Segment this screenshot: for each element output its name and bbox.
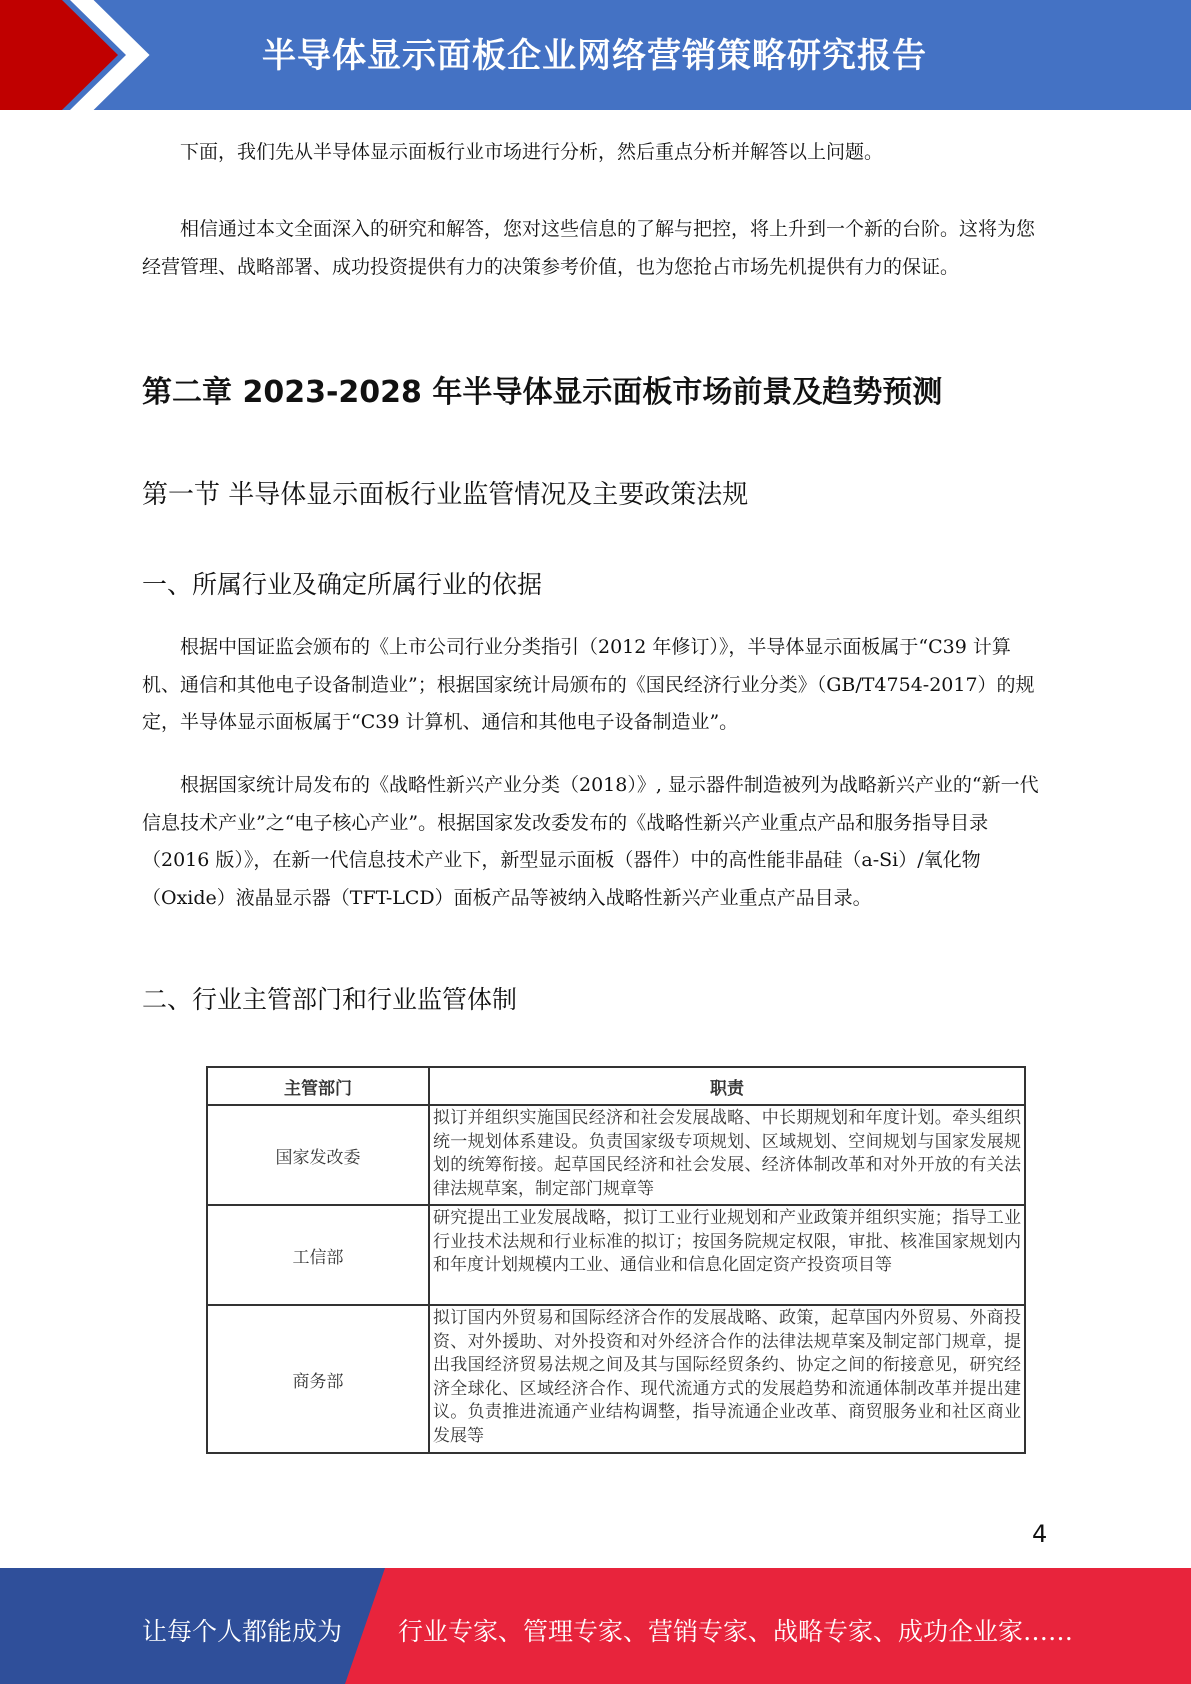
- industry-classification-paragraph: 根据中国证监会颁布的《上市公司行业分类指引（2012 年修订）》，半导体显示面板属于“C39 计算机、通信和其他电子设备制造业”；根据国家统计局颁布的《国民经济行业分类》（GB/T4754-2017）的规定，半导体显示面板属于“C39 计算机、通信和其他电子设备制造业”。: [142, 636, 1035, 733]
- chapter-heading: 第二章 2023-2028 年半导体显示面板市场前景及趋势预测: [142, 375, 943, 410]
- report-title: 半导体显示面板企业网络营销策略研究报告: [262, 36, 927, 76]
- regulatory-departments-table: [206, 1066, 1026, 1454]
- value-paragraph: 相信通过本文全面深入的研究和解答，您对这些信息的了解与把控，将上升到一个新的台阶。这将为您经营管理、战略部署、成功投资提供有力的决策参考价值，也为您抢占市场先机提供有力的保证。: [142, 218, 1036, 278]
- table-header-row: [207, 1067, 1025, 1105]
- table-row: [207, 1305, 1025, 1453]
- footer-slogan-left: 让每个人都能成为: [142, 1617, 343, 1646]
- strategic-industry-paragraph: 根据国家统计局发布的《战略性新兴产业分类（2018）》, 显示器件制造被列为战略新兴产业的“新一代信息技术产业”之“电子核心产业”。根据国家发改委发布的《战略性新兴产业重点产品和服务指导目录（2016 版）》，在新一代信息技术产业下，新型显示面板（器件）中的高性能非晶硅（a-Si）/氧化物（Oxide）液晶显示器（TFT-LCD）面板产品等被纳入战略性新兴产业重点产品目录。: [142, 774, 1039, 909]
- footer-banner: [0, 1568, 1191, 1684]
- table-header-duty: 职责: [429, 1067, 1025, 1105]
- table-row: [207, 1105, 1025, 1205]
- duty-cell: 拟订国内外贸易和国际经济合作的发展战略、政策，起草国内外贸易、外商投资、对外援助、对外投资和对外经济合作的法律法规草案及制定部门规章，提出我国经济贸易法规之间及其与国际经贸条约、协定之间的衔接意见，研究经济全球化、区域经济合作、现代流通方式的发展趋势和流通体制改革并提出建议。负责推进流通产业结构调整，指导流通企业改革、商贸服务业和社区商业发展等: [429, 1305, 1025, 1453]
- table-header-dept: 主管部门: [207, 1067, 429, 1105]
- subsection-heading-1: 一、所属行业及确定所属行业的依据: [142, 570, 543, 599]
- dept-name-cell: 工信部: [207, 1205, 429, 1305]
- dept-name-cell: 国家发改委: [207, 1105, 429, 1205]
- dept-name-cell: 商务部: [207, 1305, 429, 1453]
- page-number: 4: [1032, 1520, 1048, 1548]
- section-heading: 第一节 半导体显示面板行业监管情况及主要政策法规: [142, 480, 749, 510]
- header-banner: [0, 0, 1191, 110]
- duty-cell: 研究提出工业发展战略，拟订工业行业规划和产业政策并组织实施；指导工业行业技术法规和行业标准的拟订；按国务院规定权限，审批、核准国家规划内和年度计划规模内工业、通信业和信息化固定资产投资项目等: [429, 1205, 1025, 1305]
- footer-slogan-right: 行业专家、管理专家、营销专家、战略专家、成功企业家……: [398, 1617, 1074, 1646]
- duty-cell: 拟订并组织实施国民经济和社会发展战略、中长期规划和年度计划。牵头组织统一规划体系建设。负责国家级专项规划、区域规划、空间规划与国家发展规划的统筹衔接。起草国民经济和社会发展、经济体制改革和对外开放的有关法律法规草案，制定部门规章等: [429, 1105, 1025, 1205]
- table-row: [207, 1205, 1025, 1305]
- subsection-heading-2: 二、行业主管部门和行业监管体制: [142, 985, 518, 1014]
- intro-paragraph: 下面，我们先从半导体显示面板行业市场进行分析，然后重点分析并解答以上问题。: [180, 141, 884, 163]
